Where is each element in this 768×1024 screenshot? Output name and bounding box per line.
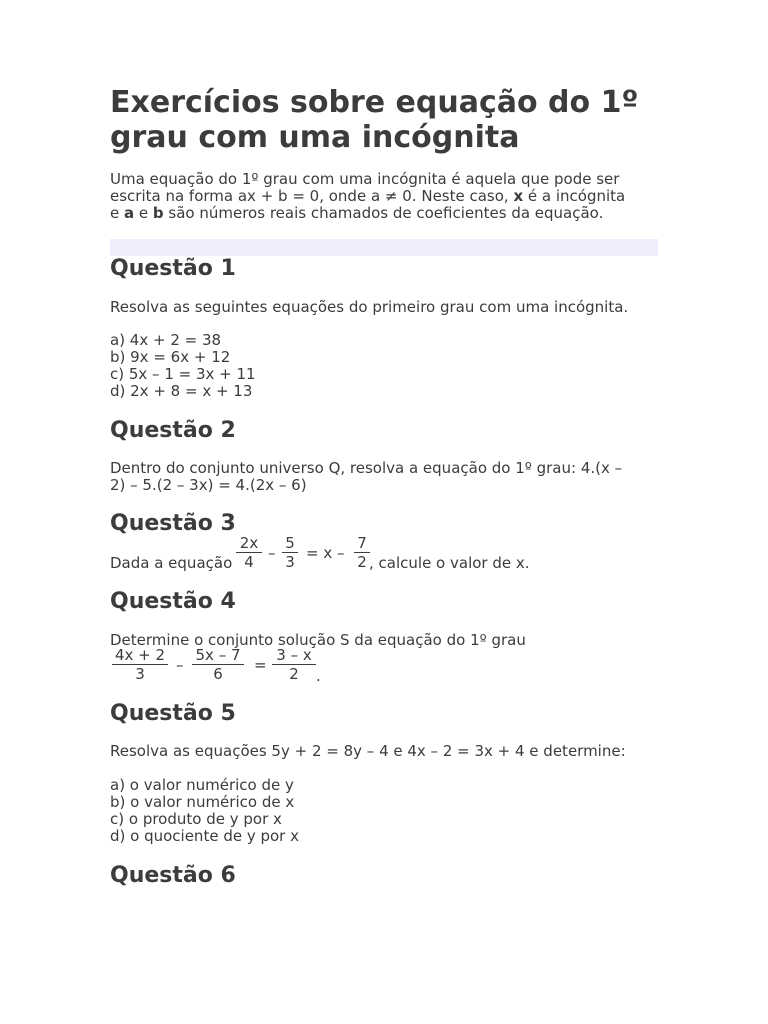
intro-text: 0. Neste caso, [397,187,514,205]
q4-heading: Questão 4 [110,589,236,614]
fraction-denominator: 3 [285,553,295,571]
q4-fraction-2 [192,646,244,683]
q5-heading: Questão 5 [110,701,236,726]
q5-item: d) o quociente de y por x [110,827,299,845]
q3-heading: Questão 3 [110,511,236,536]
page-title: Exercícios sobre equação do 1º grau com uma incógnita [110,85,639,155]
q4-minus: – [176,656,184,674]
intro-text: são números reais chamados de coeficientes da equação. [163,204,604,222]
fraction-numerator: 4x + 2 [114,646,166,664]
q3-tail: , calcule o valor de x. [369,554,530,572]
intro-text: e [134,204,153,222]
fraction-denominator: 2 [289,665,299,683]
q3-fraction-2 [282,534,298,571]
q4-fraction-1 [112,646,168,683]
q4-period: . [316,667,321,685]
intro-line-2 [110,188,625,205]
intro-text: é a incógnita [523,187,626,205]
q5-item: a) o valor numérico de y [110,776,294,794]
q5-item: b) o valor numérico de x [110,793,295,811]
q5-item: c) o produto de y por x [110,810,282,828]
fraction-denominator: 3 [135,665,145,683]
fraction-denominator: 6 [213,665,223,683]
q2-line-1: Dentro do conjunto universo Q, resolva a equação do 1º grau: 4.(x – [110,459,623,477]
fraction-numerator: 5 [285,534,295,552]
q5-prompt: Resolva as equações 5y + 2 = 8y – 4 e 4x – 2 = 3x + 4 e determine: [110,742,626,760]
q1-item: d) 2x + 8 = x + 13 [110,382,253,400]
fraction-numerator: 2x [239,534,259,552]
q4-equals: = [254,656,267,674]
q6-heading: Questão 6 [110,863,236,888]
q3-fraction-3 [354,534,370,571]
intro-line-1: Uma equação do 1º grau com uma incógnita é aquela que pode ser [110,170,620,188]
q1-item: b) 9x = 6x + 12 [110,348,231,366]
q3-fraction-1 [236,534,262,571]
coefficient-b: b [152,204,164,222]
q2-heading: Questão 2 [110,418,236,443]
q4-fraction-3 [272,646,316,683]
q3-lead: Dada a equação [110,554,233,572]
fraction-numerator: 3 – x [276,646,312,664]
q3-minus: – [268,544,276,562]
fraction-denominator: 4 [244,553,254,571]
fraction-numerator: 5x – 7 [195,646,241,664]
q1-item: a) 4x + 2 = 38 [110,331,222,349]
fraction-numerator: 7 [357,534,367,552]
not-equal-symbol: ≠ [384,187,398,205]
q3-equals: = x – [306,544,345,562]
intro-text: escrita na forma ax + b = 0, onde a [110,187,385,205]
variable-x: x [513,187,524,205]
coefficient-a: a [124,204,135,222]
q1-prompt: Resolva as seguintes equações do primeiro grau com uma incógnita. [110,298,629,316]
q1-item: c) 5x – 1 = 3x + 11 [110,365,256,383]
intro-text: e [110,204,124,222]
fraction-denominator: 2 [357,553,367,571]
q2-line-2: 2) – 5.(2 – 3x) = 4.(2x – 6) [110,476,307,494]
q4-lead: Determine o conjunto solução S da equação do 1º grau [110,631,526,649]
q1-heading: Questão 1 [110,256,236,281]
separator-band [110,239,658,256]
intro-line-3 [110,205,603,222]
